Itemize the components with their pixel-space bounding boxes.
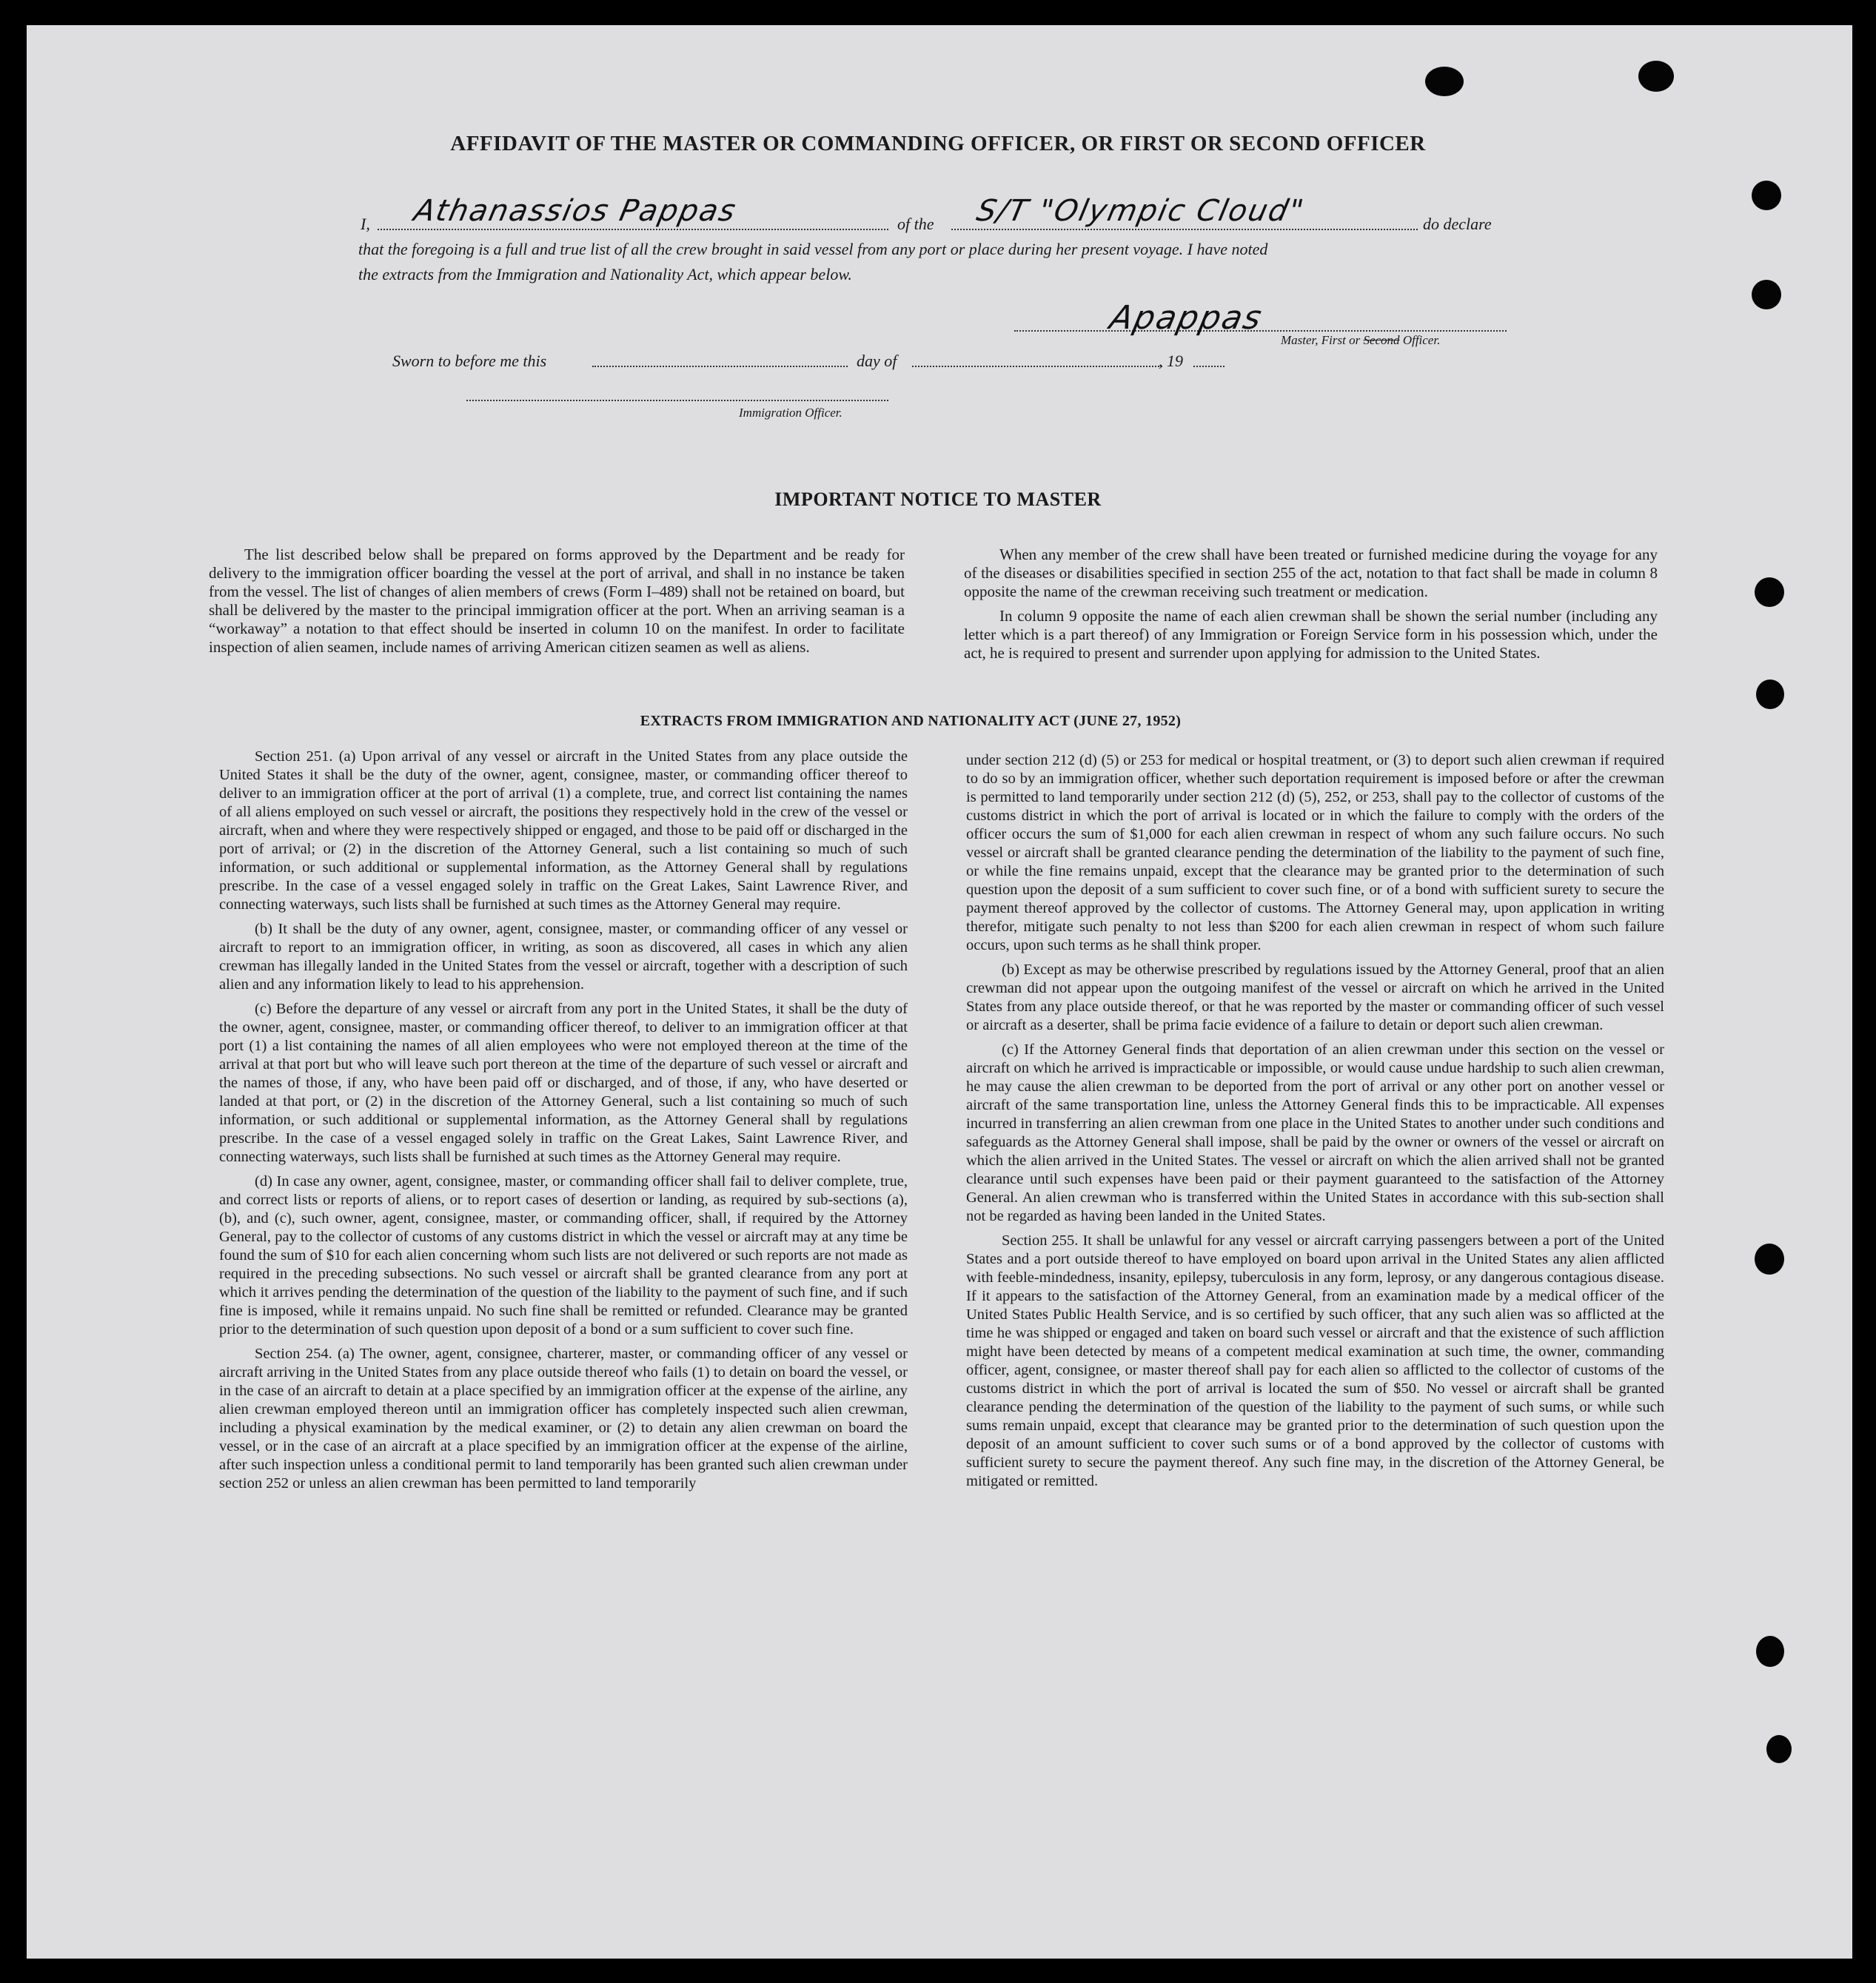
vessel-name-handwriting: S/T "Olympic Cloud"	[974, 194, 1308, 228]
punch-hole	[1752, 181, 1781, 210]
do-declare-label: do declare	[1423, 215, 1492, 233]
section-251-d: (d) In case any owner, agent, consignee, master, or commanding officer shall fail to deliver complete, true, and correct lists or reports of aliens, or to report cases of desertion or landing, as required by sub-sections (a), (b), and (c), such owner, agent, consignee, master, or commanding officer, shall, if required by the Attorney General, pay to the collector of customs of any customs district in which the vessel or aircraft may at any time be found the sum of $10 for each alien concerning whom such lists are not delivered or such reports are not made as required in the preceding subsections. No such vessel or aircraft shall be granted clearance from any port at which it arrives pending the determination of the question of the liability to the payment of such fine, and if such fine is imposed, while it remains unpaid. No such fine shall be remitted or refunded. Clearance may be granted prior to the determination of such question upon deposit of a bond or a sum sufficient to cover such fine.	[219, 1173, 908, 1338]
master-signature: Apappas	[1106, 299, 1267, 337]
section-254-a-continued: under section 212 (d) (5) or 253 for medical or hospital treatment, or (3) to deport such alien crewman if required to do so by an immigration officer, whether such deportation requirement is imposed before or after the crewman is permitted to land temporarily under section 212 (d) (5), 252, or 253, shall pay to the collector of customs of the customs district in which the port of arrival is located or in which the failure to comply with the orders of the officer occurs the sum of $1,000 for each alien crewman in respect of whom any such failure occurs. No such vessel or aircraft shall be granted clearance pending the determination of the liability to the payment of such fine, or while the fine remains unpaid, except that the clearance may be granted prior to the determination of such question upon the deposit of a sum sufficient to cover such fine, or of a bond with sufficient surety to secure the payment thereof approved by the collector of customs. The Attorney General may, upon application in writing therefor, mitigate such penalty to not less than $200 for each alien crewman in respect of whom such failure occurs, upon such terms as he shall think proper.	[966, 752, 1664, 953]
punch-hole	[1756, 680, 1784, 709]
year-label: , 19	[1159, 352, 1183, 370]
extracts-title: EXTRACTS FROM IMMIGRATION AND NATIONALITY ACT (JUNE 27, 1952)	[640, 713, 1182, 729]
sworn-label: Sworn to before me this	[392, 352, 547, 370]
of-the-label: of the	[897, 215, 934, 233]
section-254-b: (b) Except as may be otherwise prescribed by regulations issued by the Attorney General, proof that an alien crewman did not appear upon the outgoing manifest of the vessel or aircraft on which he arrived in the United States from any place outside thereof, or that he was reported by the master or commanding officer of such vessel or aircraft as a deserter, shall be prima facie evidence of a failure to detain or deport such alien crewman.	[966, 962, 1664, 1033]
declaration-line-2: the extracts from the Immigration and Nationality Act, which appear below.	[358, 265, 852, 283]
extracts-left-column	[219, 748, 908, 1499]
punch-hole	[1638, 61, 1674, 92]
punch-hole	[1752, 280, 1781, 309]
signature-label-part-b: Officer.	[1402, 333, 1441, 347]
punch-hole	[1756, 1636, 1784, 1667]
affidavit-title: AFFIDAVIT OF THE MASTER OR COMMANDING OFFICER, OR FIRST OR SECOND OFFICER	[450, 132, 1426, 155]
immigration-officer-line	[466, 400, 888, 401]
immigration-officer-label: Immigration Officer.	[739, 406, 842, 420]
punch-hole	[1766, 1735, 1792, 1763]
signature-label-struck: Second	[1363, 333, 1400, 347]
signature-line	[1014, 330, 1507, 332]
notice-left-column	[209, 546, 905, 662]
notice-right-paragraph-2: In column 9 opposite the name of each alien crewman shall be shown the serial number (including any letter which is a part thereof) of any Immigration or Foreign Service form in his possession which, under the act, he is required to present and surrender upon applying for admission to the United States.	[964, 607, 1658, 662]
section-254-c: (c) If the Attorney General finds that deportation of an alien crewman under this section on the vessel or aircraft on which he arrived is impracticable or impossible, or would cause undue hardship to such alien crewman, he may cause the alien crewman to be deported from the port of arrival or any other port on another vessel or aircraft of the same transportation line, unless the Attorney General finds this to be impracticable. All expenses incurred in transferring an alien crewman from one place in the United States to another under such conditions and safeguards as the Attorney General shall impose, shall be paid by the owner or owners of the vessel or aircraft on which the alien arrived in the United States. The vessel or aircraft on which the alien arrived shall not be granted clearance until such expenses have been paid or their payment guaranteed to the satisfaction of the Attorney General. An alien crewman who is transferred within the United States in accordance with this sub-section shall not be regarded as having been landed in the United States.	[966, 1041, 1664, 1224]
signature-label-part-a: Master, First or	[1281, 333, 1361, 347]
notice-right-paragraph-1: When any member of the crew shall have been treated or furnished medicine during the voyage for any of the diseases or disabilities specified in section 255 of the act, notation to that fact shall be made in column 8 opposite the name of the crewman receiving such treatment or medication.	[964, 546, 1658, 600]
notice-left-paragraph: The list described below shall be prepared on forms approved by the Department and be ready for delivery to the immigration officer boarding the vessel at the port of arrival, and shall in no instance be taken from the vessel. The list of changes of alien members of crews (Form I–489) shall not be retained on board, but shall be delivered by the master to the principal immigration officer at the port. When an arriving seaman is a “workaway” a notation to that effect should be inserted in column 10 on the manifest. In order to facilitate inspection of alien seamen, include names of arriving American citizen seamen as well as aliens.	[209, 546, 905, 656]
notice-right-column	[964, 546, 1658, 668]
signature-label	[1281, 333, 1440, 348]
sworn-month-line	[912, 366, 1162, 367]
vessel-name-line	[951, 229, 1418, 230]
section-251-a: Section 251. (a) Upon arrival of any vessel or aircraft in the United States from any place outside the United States it shall be the duty of the owner, agent, consignee, master, or commanding officer thereof to deliver to an immigration officer at the port of arrival (1) a complete, true, and correct list containing the names of all aliens employed on such vessel or aircraft, the positions they respectively hold in the crew of the vessel or aircraft, when and where they were respectively shipped or engaged, and those to be paid off or discharged in the port of arrival; or (2) in the discretion of the Attorney General, such a list containing so much of such information, or such additional or supplemental information, as the Attorney General shall by regulations prescribe. In the case of a vessel engaged solely in traffic on the Great Lakes, Saint Lawrence River, and connecting waterways, such lists shall be furnished at such times as the Attorney General may require.	[219, 748, 908, 913]
i-label: I,	[361, 215, 370, 233]
master-name-line	[378, 229, 888, 230]
section-251-b: (b) It shall be the duty of any owner, agent, consignee, master, or commanding officer of any vessel or aircraft to report to an immigration officer, in writing, as soon as discovered, all cases in which any alien crewman has illegally landed in the United States from the vessel or aircraft, together with a description of such alien and any information likely to lead to his apprehension.	[219, 921, 908, 993]
punch-hole	[1755, 1244, 1784, 1275]
extracts-right-column	[966, 751, 1664, 1497]
notice-title: IMPORTANT NOTICE TO MASTER	[774, 489, 1102, 510]
section-254-a: Section 254. (a) The owner, agent, consignee, charterer, master, or commanding officer of any vessel or aircraft arriving in the United States from any place outside thereof who fails (1) to detain on board the vessel, or in the case of an aircraft to detain at a place specified by an immigration officer at the expense of the airline, any alien crewman employed thereon until an immigration officer has completely inspected such alien crewman, including a physical examination by the medical examiner, or (2) to detain any alien crewman on board the vessel, or in the case of an aircraft at a place specified by an immigration officer at the expense of the airline, after such inspection unless a conditional permit to land temporarily has been granted such alien crewman under section 252 or unless an alien crewman has been permitted to land temporarily	[219, 1346, 908, 1492]
declaration-line-1: that the foregoing is a full and true list of all the crew brought in said vessel from any port or place during her present voyage. I have noted	[358, 240, 1268, 258]
punch-hole	[1425, 67, 1464, 96]
master-name-handwriting: Athanassios Pappas	[411, 194, 740, 228]
day-of-label: day of	[857, 352, 897, 370]
punch-hole	[1755, 577, 1784, 607]
section-251-c: (c) Before the departure of any vessel or aircraft from any port in the United States, it shall be the duty of the owner, agent, consignee, master, or commanding officer thereof, to deliver to an immigration officer at that port (1) a list containing the names of all alien employees who were not employed thereon at the time of the arrival at that port but who will leave such port thereon at the time of the departure of such vessel or aircraft and the names of those, if any, who have been paid off or discharged, and of those, if any, who have deserted or landed at that port, or (2) in the discretion of the Attorney General, such a list containing so much of such information, or such additional or supplemental information, as the Attorney General shall by regulations prescribe. In the case of a vessel engaged solely in traffic on the Great Lakes, Saint Lawrence River, and connecting waterways, such lists shall be furnished at such times as the Attorney General may require.	[219, 1001, 908, 1165]
sworn-year-line	[1193, 366, 1225, 367]
sworn-day-line	[592, 366, 848, 367]
section-255: Section 255. It shall be unlawful for any vessel or aircraft carrying passengers between a port of the United States and a port outside thereof to have employed on board upon arrival in the United States any alien afflicted with feeble-mindedness, insanity, epilepsy, tuberculosis in any form, leprosy, or any dangerous contagious disease. If it appears to the satisfaction of the Attorney General, from an examination made by a medical officer of the United States Public Health Service, and is so certified by such officer, that any such alien was so afflicted at the time he was shipped or engaged and taken on board such vessel or aircraft and that the existence of such affliction might have been detected by means of a competent medical examination at such time, the owner, commanding officer, agent, consignee, or master thereof shall pay for each alien so afflicted to the collector of customs of the customs district in which the port of arrival is located the sum of $50. No vessel or aircraft shall be granted clearance pending the determination of the question of the liability to the payment of such sums, or while such sums remain unpaid, except that clearance may be granted prior to the determination of such question upon the deposit of an amount sufficient to cover such sums or of a bond approved by the collector of customs with sufficient surety to secure the payment thereof. Any such fine may, in the discretion of the Attorney General, be mitigated or remitted.	[966, 1232, 1664, 1489]
